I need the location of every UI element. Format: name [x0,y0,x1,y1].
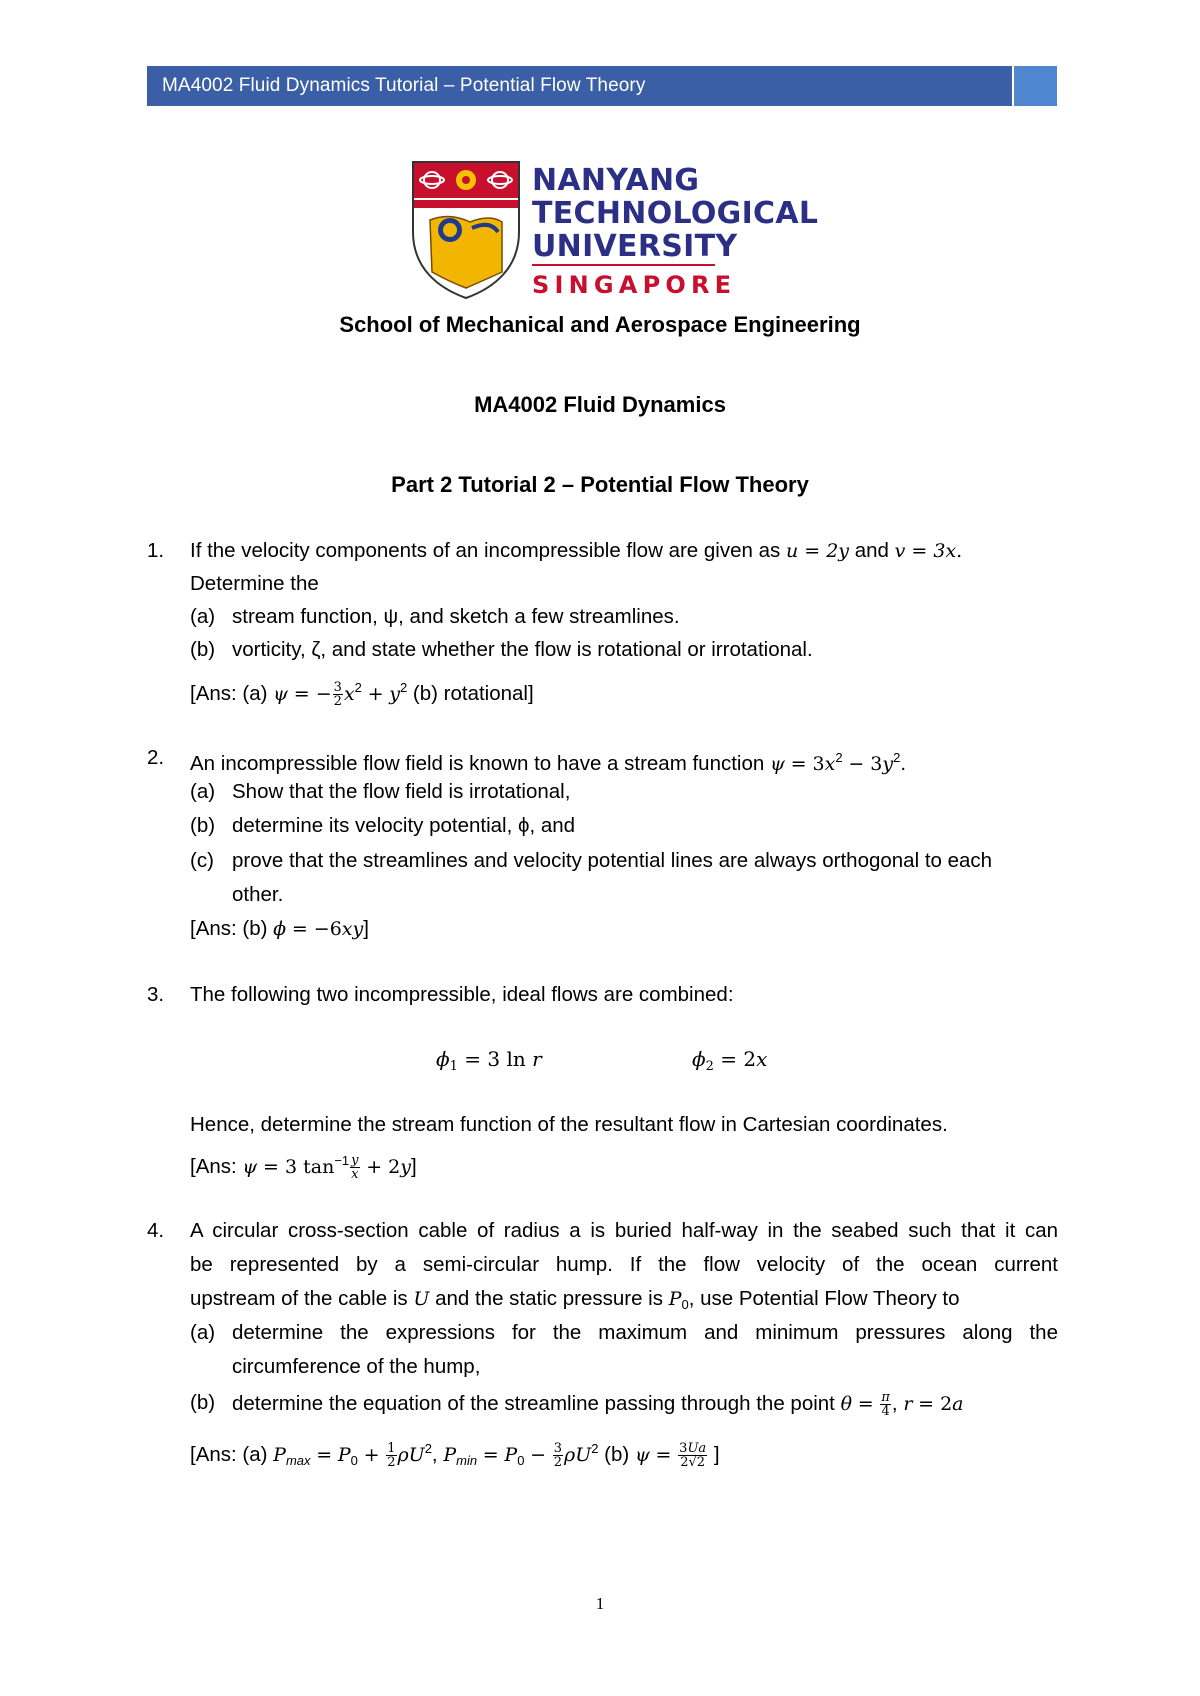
logo-line-3: UNIVERSITY [532,229,738,264]
q3-answer-prefix: [Ans: [190,1155,237,1178]
q1-answer: [Ans: (a) ψ = − $\frac{3}{2}$ $x^2 + y^2$ (b) rotational] [190,680,534,710]
q2-b-label: (b) [190,814,216,837]
q4-b-text: determine the equation of the streamline passing through the point θ = $\frac{\pi}{4}$ , r = 2a [232,1390,964,1419]
q4-b-label: (b) [190,1391,216,1414]
school-title: School of Mechanical and Aerospace Engineering [339,312,861,337]
q3-equation-2: $\phi_2 = 2x$ [692,1047,768,1074]
q2-c-text: prove that the streamlines and velocity potential lines are always orthogonal to each [232,849,993,872]
running-header-title: MA4002 Fluid Dynamics Tutorial – Potential Flow Theory [162,75,646,96]
logo-line-2: TECHNOLOGICAL [532,196,819,231]
q4-a-text: determine the expressions for the maximum and minimum pressures along the [232,1321,1058,1344]
q4-a-label: (a) [190,1321,216,1344]
page-number: 1 [595,1594,605,1613]
q3-equation-1: $\phi_1 = 3$ ln r [436,1047,542,1074]
header-accent-box [1012,66,1057,106]
q4-answer-suffix: ] [713,1443,720,1466]
q1-answer-prefix: [Ans: (a) [190,682,268,705]
q1-eq-v: v = 3x. [894,540,963,562]
question-number: 4. [147,1219,165,1242]
course-title: MA4002 Fluid Dynamics [474,392,726,417]
q2-answer-prefix: [Ans: (b) [190,917,268,940]
q4-line-2: be represented by a semi-circular hump. If the flow velocity of the ocean current [190,1253,1058,1276]
question-number: 3. [147,983,165,1006]
q2-answer-suffix: ] [363,917,369,940]
university-logo [410,160,819,300]
q2-c-label: (c) [190,849,214,872]
q4-answer-mid: (b) [604,1443,630,1466]
q3-answer-suffix: ] [411,1155,417,1178]
q1-a-label: (a) [190,605,216,628]
q4-line-3: upstream of the cable is U and the static pressure is $P_0$, use Potential Flow Theory to [190,1287,960,1312]
running-header [147,66,1057,106]
q4-b-text-words: determine the equation of the streamline passing through the point [232,1391,835,1415]
q4-line-3c: , use Potential Flow Theory to [688,1287,960,1310]
q2-answer: [Ans: (b) ϕ = −6xy] [190,917,369,940]
question-number: 2. [147,746,165,769]
q2-c-text-2: other. [232,883,284,906]
q4-answer-prefix: [Ans: (a) [190,1443,268,1466]
q1-b-label: (b) [190,638,216,661]
q4-answer: [Ans: (a) $P_{max} = P_0$ + $\frac{1}{2}$ $\rho U^2$, $P_{min} = P_0$ − $\frac{3}{2}$ $\rho U^2$ (b) ψ = $\frac{3Ua}{2√2}$ ] [190,1441,720,1471]
q3-line-2: Hence, determine the stream function of the resultant flow in Cartesian coordinates. [190,1113,948,1136]
q1-line-2: Determine the [190,572,319,595]
q1-a-text: stream function, ψ, and sketch a few streamlines. [232,605,680,628]
q2-a-label: (a) [190,780,216,803]
question-number: 1. [147,539,165,562]
q2-b-text: determine its velocity potential, ϕ, and [232,814,576,837]
logo-city: SINGAPORE [532,271,737,299]
university-crest-icon [410,160,522,300]
q1-eq-u: u = 2y [785,540,850,562]
q3-answer: [Ans: ψ = 3 $\tan^{-1}$ $\frac{y}{x}$ + 2y] [190,1153,417,1183]
logo-divider [532,264,715,266]
q4-line-1: A circular cross-section cable of radius a is buried half-way in the seabed such that it can [190,1219,1058,1242]
logo-line-1: NANYANG [532,163,700,198]
q3-text: The following two incompressible, ideal flows are combined: [190,983,734,1006]
q2-text: An incompressible flow field is known to have a stream function [190,752,765,775]
q1-and: and [854,539,889,562]
q1-b-text: vorticity, ζ, and state whether the flow is rotational or irrotational. [232,638,813,661]
q4-line-3a: upstream of the cable is [190,1287,408,1310]
q4-a-text-2: circumference of the hump, [232,1355,481,1378]
question-text: An incompressible flow field is known to have a stream function $\psi = 3x^2 - 3y^2$. [190,750,907,775]
q4-line-3b: and the static pressure is [435,1287,663,1310]
q1-answer-suffix: (b) rotational] [412,682,534,705]
q2-a-text: Show that the flow field is irrotational, [232,780,571,803]
tutorial-title: Part 2 Tutorial 2 – Potential Flow Theory [391,472,809,497]
question-text [190,539,962,563]
q1-text: If the velocity components of an incompressible flow are given as [190,539,781,562]
